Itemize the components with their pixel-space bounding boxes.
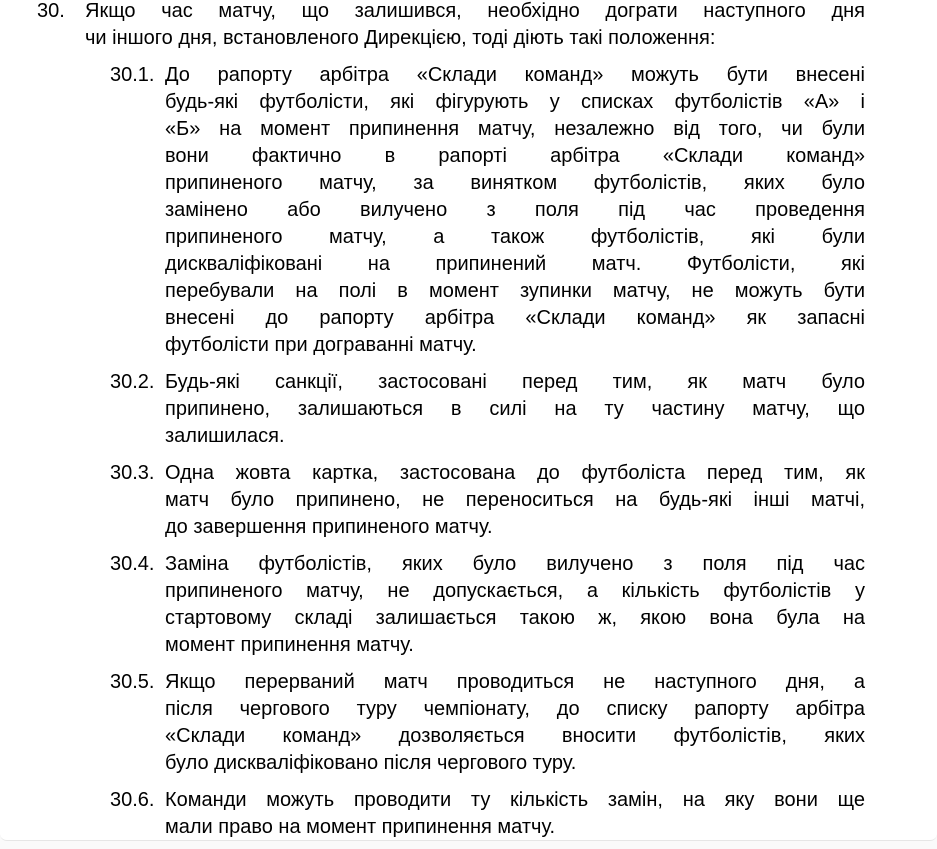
text-line: момент припинення матчу. bbox=[165, 634, 414, 656]
text-line: Одна жовта картка, застосована до футболіста перед тим, як bbox=[165, 462, 865, 484]
text-line: футболісти при дограванні матчу. bbox=[165, 334, 477, 356]
text-line: «Склади команд» дозволяється вносити футболістів, яких bbox=[165, 725, 865, 747]
text-line: припинено, залишаються в силі на ту частину матчу, що bbox=[165, 398, 865, 420]
item-body bbox=[165, 460, 865, 541]
list-item bbox=[0, 669, 937, 777]
text-line: Заміна футболістів, яких було вилучено з поля під час bbox=[165, 553, 865, 575]
item-body bbox=[165, 369, 865, 450]
text-line: залишилася. bbox=[165, 425, 285, 447]
text-line: дискваліфіковані на припинений матч. Футболісти, які bbox=[165, 253, 865, 275]
item-body bbox=[165, 669, 865, 777]
text-line: припиненого матчу, за винятком футболістів, яких було bbox=[165, 172, 865, 194]
text-line: «Б» на момент припинення матчу, незалежно від того, чи були bbox=[165, 118, 865, 140]
text-line: чи іншого дня, встановленого Дирекцією, тоді діють такі положення: bbox=[85, 27, 716, 49]
item-number: 30.4. bbox=[110, 553, 155, 575]
text-line: стартовому складі залишається такою ж, якою вона була на bbox=[165, 607, 865, 629]
item-number: 30.6. bbox=[110, 789, 155, 811]
item-body bbox=[85, 0, 865, 52]
item-body bbox=[165, 787, 865, 841]
text-line: будь-які футболісти, які фігурують у списках футболістів «А» і bbox=[165, 91, 865, 113]
item-body bbox=[165, 551, 865, 659]
text-line: Якщо час матчу, що залишився, необхідно дограти наступного дня bbox=[85, 0, 865, 22]
text-line: перебували на полі в момент зупинки матчу, не можуть бути bbox=[165, 280, 865, 302]
text-line: Якщо перерваний матч проводиться не наступного дня, а bbox=[165, 671, 865, 693]
list-item bbox=[0, 62, 937, 359]
text-line: вони фактично в рапорті арбітра «Склади команд» bbox=[165, 145, 865, 167]
list-item bbox=[0, 0, 937, 52]
item-body bbox=[165, 62, 865, 359]
item-number: 30. bbox=[37, 0, 65, 22]
text-line: припиненого матчу, не допускається, а кількість футболістів у bbox=[165, 580, 865, 602]
text-line: до завершення припиненого матчу. bbox=[165, 516, 493, 538]
list-item bbox=[0, 551, 937, 659]
item-number: 30.3. bbox=[110, 462, 155, 484]
text-line: замінено або вилучено з поля під час проведення bbox=[165, 199, 865, 221]
item-number: 30.2. bbox=[110, 371, 155, 393]
list-item bbox=[0, 369, 937, 450]
text-line: було дискваліфіковано після чергового туру. bbox=[165, 752, 577, 774]
text-line: після чергового туру чемпіонату, до списку рапорту арбітра bbox=[165, 698, 865, 720]
text-line: Команди можуть проводити ту кількість замін, на яку вони ще bbox=[165, 789, 865, 811]
text-line: припиненого матчу, а також футболістів, які були bbox=[165, 226, 865, 248]
list-item bbox=[0, 787, 937, 841]
text-line: матч було припинено, не переноситься на будь-які інші матчі, bbox=[165, 489, 865, 511]
text-line: Будь-які санкції, застосовані перед тим, як матч було bbox=[165, 371, 865, 393]
item-number: 30.5. bbox=[110, 671, 155, 693]
page-bottom-edge bbox=[0, 841, 937, 849]
text-line: внесені до рапорту арбітра «Склади команд» як запасні bbox=[165, 307, 865, 329]
list-item bbox=[0, 460, 937, 541]
text-line: До рапорту арбітра «Склади команд» можуть бути внесені bbox=[165, 64, 865, 86]
item-number: 30.1. bbox=[110, 64, 155, 86]
text-line: мали право на момент припинення матчу. bbox=[165, 816, 555, 838]
